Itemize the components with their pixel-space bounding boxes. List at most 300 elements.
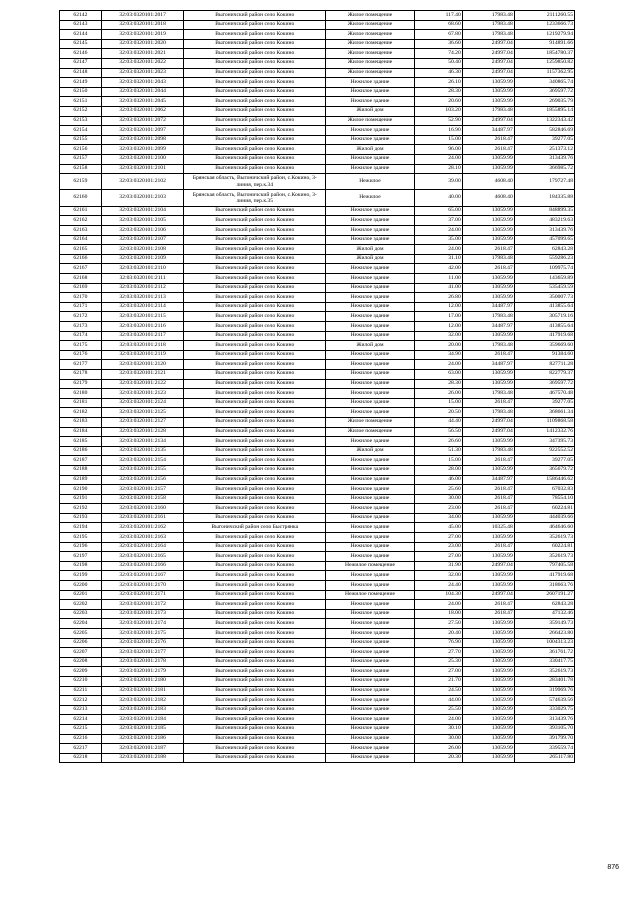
cadastral-value-cell: 143659.89 (514, 274, 574, 284)
table-row (60, 485, 575, 495)
cadastral-number-cell: 32:03:0320101:2117 (101, 331, 184, 341)
cadastral-number-cell: 32:03:0320101:2099 (101, 145, 184, 155)
address-cell: Выгоничский район село Кокино (184, 379, 326, 389)
cadastral-value-cell: 266423.80 (514, 629, 574, 639)
table-row (60, 696, 575, 706)
cadastral-value-cell: 305719.16 (514, 312, 574, 322)
cadastral-number-cell: 32:03:0320101:2163 (101, 533, 184, 543)
address-cell: Выгоничский район село Кокино (184, 68, 326, 78)
cadastral-number-cell: 32:03:0320101:2171 (101, 590, 184, 600)
cadastral-number-cell: 32:03:0320101:2183 (101, 705, 184, 715)
row-number-cell: 62179 (60, 379, 102, 389)
object-type-cell: Жилое помещение (326, 427, 415, 437)
area-cell: 26.60 (414, 437, 462, 447)
row-number-cell: 62152 (60, 106, 102, 116)
object-type-cell: Жилое помещение (326, 39, 415, 49)
address-cell: Выгоничский район село Кокино (184, 164, 326, 174)
specific-value-cell: 2618.47 (462, 609, 514, 619)
area-cell: 28.30 (414, 379, 462, 389)
table-row (60, 667, 575, 677)
cadastral-value-cell: 1855895.14 (514, 106, 574, 116)
row-number-cell: 62162 (60, 216, 102, 226)
address-cell: Выгоничский район село Кокино (184, 30, 326, 40)
table-row (60, 561, 575, 571)
row-number-cell: 62174 (60, 331, 102, 341)
table-row (60, 106, 575, 116)
area-cell: 28.10 (414, 164, 462, 174)
object-type-cell: Нежилое здание (326, 389, 415, 399)
row-number-cell: 62195 (60, 533, 102, 543)
row-number-cell: 62192 (60, 504, 102, 514)
table-row (60, 437, 575, 447)
address-cell: Выгоничский район село Кокино (184, 206, 326, 216)
row-number-cell: 62217 (60, 744, 102, 754)
cadastral-value-cell: 457099.65 (514, 235, 574, 245)
table-row (60, 475, 575, 485)
cadastral-number-cell: 32:03:0320101:2134 (101, 437, 184, 447)
object-type-cell: Нежилое (326, 190, 415, 206)
object-type-cell: Нежилое здание (326, 465, 415, 475)
cadastral-number-cell: 32:03:0320101:2160 (101, 504, 184, 514)
specific-value-cell: 13059.99 (462, 437, 514, 447)
address-cell: Выгоничский район село Кокино (184, 561, 326, 571)
cadastral-value-cell: 78554.10 (514, 494, 574, 504)
table-row (60, 190, 575, 206)
table-row (60, 369, 575, 379)
cadastral-number-cell: 32:03:0320101:2122 (101, 379, 184, 389)
area-cell: 24.00 (414, 245, 462, 255)
table-row (60, 494, 575, 504)
row-number-cell: 62172 (60, 312, 102, 322)
address-cell: Выгоничский район село Кокино (184, 369, 326, 379)
area-cell: 27.50 (414, 619, 462, 629)
object-type-cell: Нежилое здание (326, 533, 415, 543)
table-row (60, 226, 575, 236)
cadastral-value-cell: 179727.48 (514, 174, 574, 190)
area-cell: 34.00 (414, 513, 462, 523)
area-cell: 96.00 (414, 145, 462, 155)
row-number-cell: 62182 (60, 408, 102, 418)
row-number-cell: 62175 (60, 341, 102, 351)
row-number-cell: 62186 (60, 446, 102, 456)
area-cell: 26.00 (414, 744, 462, 754)
specific-value-cell: 13059.99 (462, 619, 514, 629)
cadastral-value-cell: 797405.58 (514, 561, 574, 571)
cadastral-number-cell: 32:03:0320101:2182 (101, 696, 184, 706)
cadastral-value-cell: 339559.74 (514, 744, 574, 754)
address-cell: Выгоничский район село Кокино (184, 744, 326, 754)
address-cell: Выгоничский район село Кокино (184, 398, 326, 408)
area-cell: 65.00 (414, 206, 462, 216)
cadastral-value-cell: 393105.70 (514, 724, 574, 734)
area-cell: 68.60 (414, 20, 462, 30)
table-row (60, 135, 575, 145)
table-row (60, 408, 575, 418)
address-cell: Выгоничский район село Кокино (184, 427, 326, 437)
area-cell: 18.00 (414, 609, 462, 619)
cadastral-number-cell: 32:03:0320101:2166 (101, 561, 184, 571)
cadastral-value-cell: 283401.78 (514, 676, 574, 686)
cadastral-value-cell: 313439.76 (514, 226, 574, 236)
cadastral-value-cell: 464646.60 (514, 523, 574, 533)
cadastral-number-cell: 32:03:0320101:2020 (101, 39, 184, 49)
specific-value-cell: 13059.99 (462, 667, 514, 677)
address-cell: Выгоничский район село Кокино (184, 446, 326, 456)
table-body (60, 11, 575, 763)
row-number-cell: 62204 (60, 619, 102, 629)
cadastral-number-cell: 32:03:0320101:2022 (101, 58, 184, 68)
address-cell: Выгоничский район село Кокино (184, 753, 326, 763)
address-cell: Выгоничский район село Кокино (184, 312, 326, 322)
specific-value-cell: 13059.99 (462, 154, 514, 164)
cadastral-value-cell: 914891.66 (514, 39, 574, 49)
cadastral-number-cell: 32:03:0320101:2120 (101, 360, 184, 370)
cadastral-number-cell: 32:03:0320101:2109 (101, 254, 184, 264)
cadastral-value-cell: 313439.76 (514, 715, 574, 725)
specific-value-cell: 17983.48 (462, 11, 514, 21)
area-cell: 52.90 (414, 116, 462, 126)
object-type-cell: Жилой дом (326, 446, 415, 456)
table-row (60, 379, 575, 389)
area-cell: 24.00 (414, 715, 462, 725)
object-type-cell: Нежилое (326, 174, 415, 190)
table-row (60, 638, 575, 648)
table-row (60, 456, 575, 466)
address-cell: Выгоничский район село Кокино (184, 465, 326, 475)
object-type-cell: Нежилое здание (326, 293, 415, 303)
object-type-cell: Жилое помещение (326, 417, 415, 427)
address-cell: Выгоничский район село Кокино (184, 254, 326, 264)
area-cell: 27.00 (414, 667, 462, 677)
table-row (60, 504, 575, 514)
page-number: 876 (607, 864, 619, 871)
cadastral-number-cell: 32:03:0320101:2019 (101, 30, 184, 40)
cadastral-number-cell: 32:03:0320101:2124 (101, 398, 184, 408)
address-cell: Выгоничский район село Кокино (184, 590, 326, 600)
area-cell: 42.00 (414, 264, 462, 274)
area-cell: 27.70 (414, 648, 462, 658)
address-cell: Выгоничский район село Кокино (184, 619, 326, 629)
table-row (60, 427, 575, 437)
row-number-cell: 62147 (60, 58, 102, 68)
table-row (60, 20, 575, 30)
cadastral-number-cell: 32:03:0320101:2072 (101, 116, 184, 126)
row-number-cell: 62202 (60, 600, 102, 610)
cadastral-number-cell: 32:03:0320101:2113 (101, 293, 184, 303)
specific-value-cell: 13059.99 (462, 235, 514, 245)
specific-value-cell: 13059.99 (462, 571, 514, 581)
cadastral-number-cell: 32:03:0320101:2178 (101, 657, 184, 667)
row-number-cell: 62205 (60, 629, 102, 639)
cadastral-number-cell: 32:03:0320101:2108 (101, 245, 184, 255)
row-number-cell: 62198 (60, 561, 102, 571)
cadastral-value-cell: 417919.68 (514, 571, 574, 581)
area-cell: 50.40 (414, 58, 462, 68)
object-type-cell: Жилое помещение (326, 20, 415, 30)
row-number-cell: 62150 (60, 87, 102, 97)
specific-value-cell: 13059.99 (462, 552, 514, 562)
specific-value-cell: 13059.99 (462, 164, 514, 174)
specific-value-cell: 13059.99 (462, 97, 514, 107)
cadastral-number-cell: 32:03:0320101:2176 (101, 638, 184, 648)
cadastral-value-cell: 39277.05 (514, 135, 574, 145)
area-cell: 20.40 (414, 629, 462, 639)
table-row (60, 417, 575, 427)
object-type-cell: Нежилое здание (326, 126, 415, 136)
specific-value-cell: 4608.40 (462, 174, 514, 190)
table-row (60, 254, 575, 264)
row-number-cell: 62176 (60, 350, 102, 360)
address-cell: Выгоничский район село Кокино (184, 97, 326, 107)
address-cell: Выгоничский район село Быстрянка (184, 523, 326, 533)
row-number-cell: 62197 (60, 552, 102, 562)
cadastral-value-cell: 340865.74 (514, 78, 574, 88)
row-number-cell: 62163 (60, 226, 102, 236)
cadastral-number-cell: 32:03:0320101:2177 (101, 648, 184, 658)
cadastral-number-cell: 32:03:0320101:2017 (101, 11, 184, 21)
address-cell: Брянская область, Выгоничский район, с.Кокино, 3-линия, пер.к.35 (184, 190, 326, 206)
area-cell: 31.10 (414, 254, 462, 264)
cadastral-value-cell: 350007.73 (514, 293, 574, 303)
area-cell: 44.00 (414, 696, 462, 706)
object-type-cell: Жилой дом (326, 341, 415, 351)
area-cell: 26.00 (414, 389, 462, 399)
area-cell: 23.00 (414, 504, 462, 514)
cadastral-number-cell: 32:03:0320101:2167 (101, 571, 184, 581)
row-number-cell: 62165 (60, 245, 102, 255)
cadastral-number-cell: 32:03:0320101:2173 (101, 609, 184, 619)
row-number-cell: 62181 (60, 398, 102, 408)
cadastral-number-cell: 32:03:0320101:2135 (101, 446, 184, 456)
address-cell: Выгоничский район село Кокино (184, 648, 326, 658)
address-cell: Выгоничский район село Кокино (184, 302, 326, 312)
cadastral-number-cell: 32:03:0320101:2180 (101, 676, 184, 686)
area-cell: 28.00 (414, 465, 462, 475)
row-number-cell: 62196 (60, 542, 102, 552)
row-number-cell: 62148 (60, 68, 102, 78)
object-type-cell: Нежилое здание (326, 379, 415, 389)
cadastral-value-cell: 269035.79 (514, 97, 574, 107)
address-cell: Выгоничский район село Кокино (184, 135, 326, 145)
cadastral-value-cell: 2111260.55 (514, 11, 574, 21)
specific-value-cell: 24997.04 (462, 49, 514, 59)
row-number-cell: 62149 (60, 78, 102, 88)
area-cell: 76.90 (414, 638, 462, 648)
address-cell: Выгоничский район село Кокино (184, 437, 326, 447)
cadastral-number-cell: 32:03:0320101:2021 (101, 49, 184, 59)
cadastral-value-cell: 359669.60 (514, 341, 574, 351)
specific-value-cell: 2618.47 (462, 542, 514, 552)
row-number-cell: 62215 (60, 724, 102, 734)
row-number-cell: 62209 (60, 667, 102, 677)
specific-value-cell: 13059.99 (462, 715, 514, 725)
address-cell: Выгоничский район село Кокино (184, 552, 326, 562)
cadastral-number-cell: 32:03:0320101:2162 (101, 523, 184, 533)
specific-value-cell: 2618.47 (462, 456, 514, 466)
specific-value-cell: 24997.04 (462, 590, 514, 600)
specific-value-cell: 17983.48 (462, 341, 514, 351)
address-cell: Выгоничский район село Кокино (184, 106, 326, 116)
specific-value-cell: 2618.47 (462, 494, 514, 504)
object-type-cell: Нежилое здание (326, 475, 415, 485)
address-cell: Выгоничский район село Кокино (184, 657, 326, 667)
object-type-cell: Жилой дом (326, 254, 415, 264)
row-number-cell: 62170 (60, 293, 102, 303)
area-cell: 24.00 (414, 600, 462, 610)
table-row (60, 619, 575, 629)
address-cell: Выгоничский район село Кокино (184, 533, 326, 543)
address-cell: Выгоничский район село Кокино (184, 686, 326, 696)
object-type-cell: Нежилое здание (326, 331, 415, 341)
area-cell: 103.20 (414, 106, 462, 116)
specific-value-cell: 13059.99 (462, 686, 514, 696)
area-cell: 26.80 (414, 293, 462, 303)
table-row (60, 293, 575, 303)
specific-value-cell: 13059.99 (462, 705, 514, 715)
table-row (60, 609, 575, 619)
specific-value-cell: 13059.99 (462, 513, 514, 523)
cadastral-value-cell: 1109868.58 (514, 417, 574, 427)
object-type-cell: Жилой дом (326, 106, 415, 116)
area-cell: 51.30 (414, 446, 462, 456)
specific-value-cell: 2618.47 (462, 485, 514, 495)
address-cell: Выгоничский район село Кокино (184, 724, 326, 734)
table-row (60, 629, 575, 639)
cadastral-number-cell: 32:03:0320101:2100 (101, 154, 184, 164)
table-row (60, 648, 575, 658)
cadastral-value-cell: 60224.81 (514, 504, 574, 514)
object-type-cell: Нежилое здание (326, 398, 415, 408)
specific-value-cell: 34487.97 (462, 322, 514, 332)
area-cell: 12.00 (414, 302, 462, 312)
address-cell: Выгоничский район село Кокино (184, 322, 326, 332)
area-cell: 37.00 (414, 216, 462, 226)
specific-value-cell: 13059.99 (462, 696, 514, 706)
cadastral-number-cell: 32:03:0320101:2125 (101, 408, 184, 418)
cadastral-value-cell: 922552.52 (514, 446, 574, 456)
specific-value-cell: 34487.97 (462, 302, 514, 312)
area-cell: 28.30 (414, 87, 462, 97)
cadastral-value-cell: 39277.05 (514, 398, 574, 408)
table-row (60, 11, 575, 21)
cadastral-value-cell: 848899.35 (514, 206, 574, 216)
cadastral-value-cell: 1219279.94 (514, 30, 574, 40)
address-cell: Выгоничский район село Кокино (184, 485, 326, 495)
object-type-cell: Нежилое здание (326, 216, 415, 226)
cadastral-number-cell: 32:03:0320101:2106 (101, 226, 184, 236)
table-row (60, 49, 575, 59)
specific-value-cell: 17983.48 (462, 106, 514, 116)
cadastral-value-cell: 535459.59 (514, 283, 574, 293)
specific-value-cell: 13059.99 (462, 638, 514, 648)
cadastral-value-cell: 1322343.42 (514, 116, 574, 126)
cadastral-value-cell: 318663.76 (514, 581, 574, 591)
row-number-cell: 62156 (60, 145, 102, 155)
area-cell: 39.00 (414, 174, 462, 190)
address-cell: Выгоничский район село Кокино (184, 39, 326, 49)
cadastral-value-cell: 365679.72 (514, 465, 574, 475)
cadastral-number-cell: 32:03:0320101:2127 (101, 417, 184, 427)
address-cell: Выгоничский район село Кокино (184, 49, 326, 59)
object-type-cell: Нежилое здание (326, 552, 415, 562)
row-number-cell: 62200 (60, 581, 102, 591)
address-cell: Выгоничский район село Кокино (184, 58, 326, 68)
specific-value-cell: 2618.47 (462, 145, 514, 155)
cadastral-number-cell: 32:03:0320101:2165 (101, 552, 184, 562)
object-type-cell: Нежилое здание (326, 523, 415, 533)
object-type-cell: Нежилое здание (326, 686, 415, 696)
address-cell: Выгоничский район село Кокино (184, 389, 326, 399)
table-row (60, 154, 575, 164)
specific-value-cell: 13059.99 (462, 676, 514, 686)
specific-value-cell: 13059.99 (462, 734, 514, 744)
row-number-cell: 62151 (60, 97, 102, 107)
cadastral-number-cell: 32:03:0320101:2181 (101, 686, 184, 696)
specific-value-cell: 13059.99 (462, 629, 514, 639)
row-number-cell: 62161 (60, 206, 102, 216)
area-cell: 12.00 (414, 322, 462, 332)
object-type-cell: Нежилое здание (326, 571, 415, 581)
specific-value-cell: 24997.04 (462, 427, 514, 437)
address-cell: Выгоничский район село Кокино (184, 667, 326, 677)
cadastral-value-cell: 413855.64 (514, 322, 574, 332)
cadastral-value-cell: 62843.28 (514, 600, 574, 610)
row-number-cell: 62155 (60, 135, 102, 145)
row-number-cell: 62193 (60, 513, 102, 523)
object-type-cell: Нежилое здание (326, 456, 415, 466)
area-cell: 25.60 (414, 485, 462, 495)
cadastral-value-cell: 352619.73 (514, 533, 574, 543)
cadastral-value-cell: 60224.81 (514, 542, 574, 552)
address-cell: Выгоничский район село Кокино (184, 705, 326, 715)
specific-value-cell: 17983.48 (462, 389, 514, 399)
specific-value-cell: 13059.99 (462, 581, 514, 591)
object-type-cell: Нежилое здание (326, 226, 415, 236)
table-row (60, 724, 575, 734)
specific-value-cell: 17983.48 (462, 312, 514, 322)
cadastral-number-cell: 32:03:0320101:2114 (101, 302, 184, 312)
area-cell: 30.00 (414, 494, 462, 504)
table-row (60, 145, 575, 155)
address-cell: Выгоничский район село Кокино (184, 245, 326, 255)
object-type-cell: Нежилое здание (326, 97, 415, 107)
object-type-cell: Нежилое здание (326, 312, 415, 322)
object-type-cell: Нежилое здание (326, 504, 415, 514)
row-number-cell: 62191 (60, 494, 102, 504)
row-number-cell: 62164 (60, 235, 102, 245)
row-number-cell: 62210 (60, 676, 102, 686)
area-cell: 20.30 (414, 753, 462, 763)
table-row (60, 398, 575, 408)
cadastral-number-cell: 32:03:0320101:2107 (101, 235, 184, 245)
row-number-cell: 62158 (60, 164, 102, 174)
address-cell: Выгоничский район село Кокино (184, 87, 326, 97)
cadastral-value-cell: 368661.34 (514, 408, 574, 418)
row-number-cell: 62201 (60, 590, 102, 600)
row-number-cell: 62145 (60, 39, 102, 49)
table-row (60, 97, 575, 107)
area-cell: 46.30 (414, 68, 462, 78)
cadastral-value-cell: 352619.73 (514, 667, 574, 677)
cadastral-number-cell: 32:03:0320101:2105 (101, 216, 184, 226)
object-type-cell: Жилое помещение (326, 58, 415, 68)
cadastral-number-cell: 32:03:0320101:2101 (101, 164, 184, 174)
cadastral-number-cell: 32:03:0320101:2112 (101, 283, 184, 293)
area-cell: 20.50 (414, 408, 462, 418)
area-cell: 25.30 (414, 657, 462, 667)
cadastral-value-cell: 413855.64 (514, 302, 574, 312)
row-number-cell: 62188 (60, 465, 102, 475)
